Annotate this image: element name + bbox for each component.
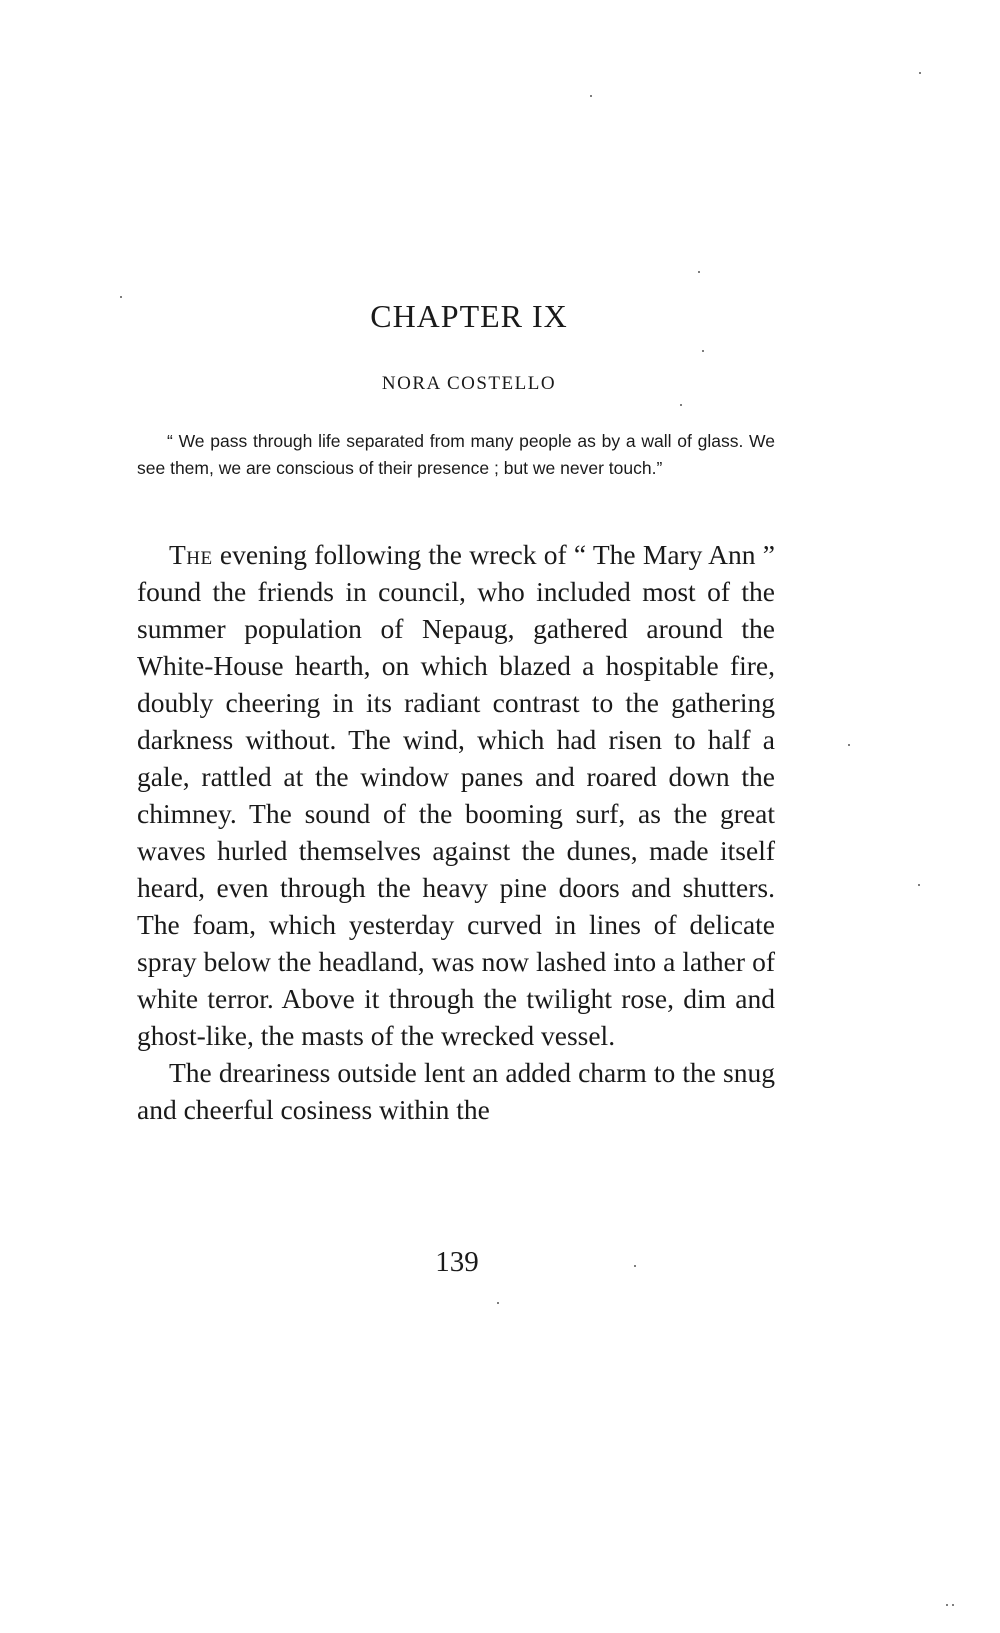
body-text	[137, 536, 775, 1128]
chapter-subtitle: NORA COSTELLO	[381, 373, 557, 394]
epigraph-quote: “ We pass through life separated from many people as by a wall of glass. We see them, we are conscious of their presence ; but we never touch.”	[137, 431, 775, 478]
scan-speck	[918, 884, 920, 886]
paragraph-text: The dreariness outside lent an added charm to the snug and cheerful cosiness within the	[137, 1057, 775, 1125]
scan-speck	[120, 296, 122, 298]
paragraph-lead-word: The	[169, 539, 213, 570]
page-number: 139	[435, 1246, 479, 1278]
chapter-title: CHAPTER IX	[370, 298, 568, 334]
scan-speck	[590, 95, 592, 97]
paragraph-text: evening following the wreck of “ The Mary Ann ” found the friends in council, who included most of the summer population of Nepaug, gathered around the White-House hearth, on which blazed a hospitable fire, doubly cheering in its radiant contrast to the gathering darkness without. The wind, which had risen to half a gale, rattled at the window panes and roared down the chimney. The sound of the booming surf, as the great waves hurled themselves against the dunes, made itself heard, even through the heavy pine doors and shutters. The foam, which yesterday curved in lines of delicate spray below the headland, was now lashed into a lather of white terror. Above it through the twilight rose, dim and ghost-like, the masts of the wrecked vessel.	[137, 539, 775, 1051]
scan-speck	[702, 350, 704, 352]
scan-speck	[946, 1604, 948, 1606]
scan-speck	[848, 744, 850, 746]
scan-speck	[698, 271, 700, 273]
scan-speck	[497, 1302, 499, 1304]
paragraph-1	[137, 536, 775, 1054]
scan-speck	[952, 1604, 954, 1606]
scan-speck	[680, 404, 682, 406]
scan-speck	[634, 1265, 636, 1267]
paragraph-2	[137, 1054, 775, 1128]
scan-speck	[919, 72, 921, 74]
